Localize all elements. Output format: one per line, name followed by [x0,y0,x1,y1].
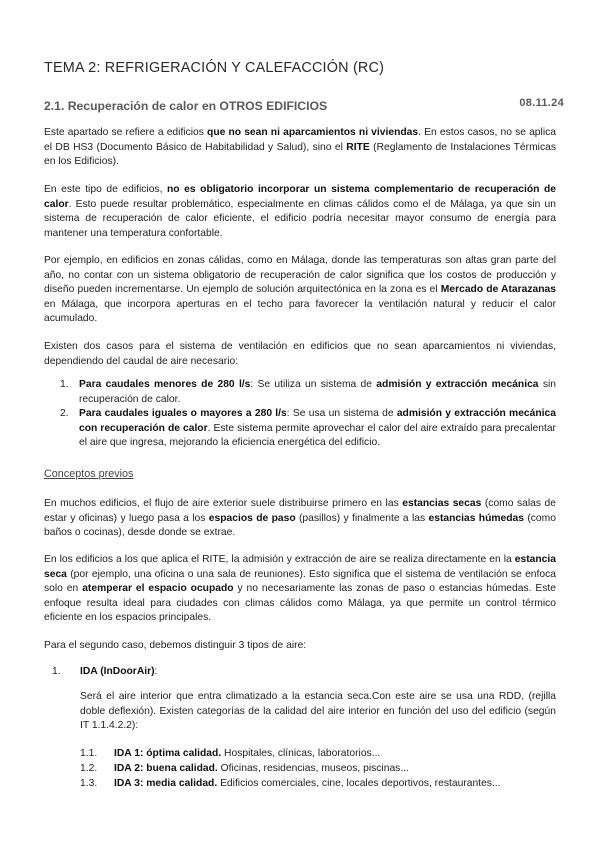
paragraph-rite: En los edificios a los que aplica el RITE, la admisión y extracción de aire se realiza directamente en la estancia seca (por ejemplo, una oficina o una sala de reuniones). Esto significa que el sistema de ventilación se enfoca solo en atemperar el espacio ocupado y no necesariamente las zonas de paso o estancias húmedas. Este enfoque resulta ideal para ciudades con climas cálidos como Málaga, ya que permite un control térmico eficiente en los espacios principales. [44,554,556,623]
list-item: 1.3. IDA 3: media calidad. Edificios comerciales, cine, locales deportivos, restaurantes... [80,778,501,789]
paragraph-no-obligatorio: En este tipo de edificios, no es obligatorio incorporar un sistema complementario de recuperación de calor. Esto puede resultar problemático, especialmente en climas cálidos como el de Málaga, ya que sin un sistema de recuperación de calor eficiente, el edificio podría necesitar mayor consumo de energía para mantener una temperatura confortable. [44,184,556,239]
list-item: 1. Para caudales menores de 280 l/s: Se utiliza un sistema de admisión y extracción mecánica sin recuperación de calor. [60,379,556,405]
paragraph-intro: Este apartado se refiere a edificios que no sean ni aparcamientos ni viviendas. En estos casos, no se aplica el DB HS3 (Documento Básico de Habitabilidad y Salud), sino el RITE (Reglamento de Instalaciones Térmicas en los Edificios). [44,127,556,167]
paragraph-ida-desc: Será el aire interior que entra climatizado a la estancia seca.Con este aire se usa una RDD, (rejilla doble deflexión). Existen categorías de la calidad del aire interior en función del uso del edificio (según IT 1.1.4.2.2): [80,691,556,731]
section-title: 2.1. Recuperación de calor en OTROS EDIFICIOS [44,99,328,113]
list-item: 1.1. IDA 1: óptima calidad. Hospitales, clínicas, laboratorios... [80,748,381,759]
topic-title: TEMA 2: REFRIGERACIÓN Y CALEFACCIÓN (RC) [44,60,385,76]
paragraph-tipos-aire: Para el segundo caso, debemos distinguir 3 tipos de aire: [44,640,307,651]
list-heading-ida: 1. IDA (InDoorAir): [52,666,158,677]
list-item: 1.2. IDA 2: buena calidad. Oficinas, residencias, museos, piscinas... [80,763,409,774]
list-item: 2. Para caudales iguales o mayores a 280 l/s: Se usa un sistema de admisión y extracción mecánica con recuperación de calor. Este sistema permite aprovechar el calor del aire extraído para precalentar el aire que ingresa, mejorando la eficiencia energética del edificio. [60,408,556,448]
section-header [44,97,564,115]
paragraph-ejemplo-malaga: Por ejemplo, en edificios en zonas cálidas, como en Málaga, donde las temperaturas son altas gran parte del año, no contar con un sistema obligatorio de recuperación de calor significa que los costos de producción y diseño pueden incrementarse. Un ejemplo de solución arquitectónica en la zona es el Mercado de Atarazanas en Málaga, que incorpora aperturas en el techo para favorecer la ventilación natural y reducir el calor acumulado. [44,255,556,324]
subheading-conceptos-previos: Conceptos previos [44,468,134,480]
paragraph-dos-casos: Existen dos casos para el sistema de ventilación en edificios que no sean aparcamientos ni viviendas, dependiendo del caudal de aire necesario: [44,341,556,367]
paragraph-flujo-aire: En muchos edificios, el flujo de aire exterior suele distribuirse primero en las estancias secas (como salas de estar y oficinas) y luego pasa a los espacios de paso (pasillos) y finalmente a las estancias húmedas (como baños o cocinas), desde donde se extrae. [44,498,556,538]
section-date: 08.11.24 [519,97,564,109]
